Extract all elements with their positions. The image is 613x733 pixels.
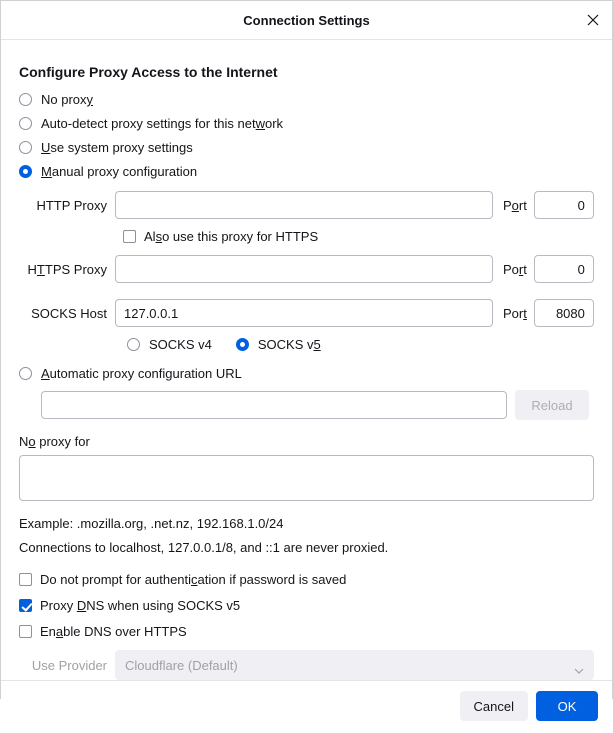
checkbox-no-auth-prompt[interactable] — [19, 572, 594, 587]
radio-indicator — [19, 117, 32, 130]
radio-indicator — [127, 338, 140, 351]
dialog-content — [1, 40, 612, 680]
radio-indicator — [19, 367, 32, 380]
https-proxy-input[interactable] — [115, 255, 493, 283]
checkbox-label: Enable DNS over HTTPS — [40, 624, 187, 639]
radio-socks-v4[interactable] — [127, 337, 212, 352]
reload-button[interactable]: Reload — [515, 390, 589, 420]
checkbox-label: Proxy DNS when using SOCKS v5 — [40, 598, 241, 613]
cancel-button[interactable]: Cancel — [460, 691, 528, 721]
checkbox-enable-doh[interactable] — [19, 624, 594, 639]
radio-label: Auto-detect proxy settings for this network — [41, 116, 284, 131]
chevron-down-icon — [574, 662, 584, 677]
dialog-footer — [1, 680, 612, 733]
checkbox-indicator — [19, 573, 32, 586]
close-icon[interactable] — [582, 9, 604, 31]
radio-no-proxy[interactable] — [19, 92, 594, 107]
checkbox-indicator — [19, 625, 32, 638]
radio-indicator — [19, 141, 32, 154]
http-port-input[interactable] — [534, 191, 594, 219]
checkbox-proxy-dns-socks5[interactable] — [19, 598, 594, 613]
no-proxy-textarea[interactable] — [19, 455, 594, 501]
radio-socks-v5[interactable] — [236, 337, 321, 352]
doh-provider-row — [19, 650, 594, 680]
https-port-input[interactable] — [534, 255, 594, 283]
no-proxy-example: Example: .mozilla.org, .net.nz, 192.168.1.0/24 — [19, 516, 284, 531]
socks-version-group — [127, 337, 594, 352]
radio-indicator — [19, 165, 32, 178]
radio-label: Manual proxy configuration — [41, 164, 198, 179]
radio-label: SOCKS v5 — [257, 337, 321, 352]
doh-provider-label: Use Provider — [31, 657, 107, 673]
radio-label: SOCKS v4 — [149, 337, 212, 352]
radio-system-proxy[interactable] — [19, 140, 594, 155]
section-heading: Configure Proxy Access to the Internet — [19, 64, 278, 80]
dialog-titlebar — [1, 1, 612, 40]
radio-label: No proxy — [41, 92, 94, 107]
options-group — [19, 572, 594, 639]
no-proxy-label: No proxy for — [19, 434, 90, 449]
radio-manual-proxy[interactable] — [19, 164, 594, 179]
socks-port-label: Port — [503, 305, 527, 321]
dialog-title: Connection Settings — [243, 12, 370, 28]
checkbox-indicator — [19, 599, 32, 612]
socks-host-row — [19, 299, 594, 327]
radio-automatic-pac-url[interactable] — [19, 366, 594, 381]
radio-indicator — [19, 93, 32, 106]
socks-host-label: SOCKS Host — [31, 305, 107, 321]
checkbox-indicator — [123, 230, 136, 243]
http-port-label: Port — [503, 197, 527, 213]
https-port-label: Port — [503, 261, 527, 277]
checkbox-label: Also use this proxy for HTTPS — [144, 229, 319, 244]
pac-url-row — [41, 390, 594, 420]
socks-port-input[interactable] — [534, 299, 594, 327]
doh-provider-select[interactable] — [115, 650, 594, 680]
radio-label: Automatic proxy configuration URL — [41, 366, 242, 381]
radio-auto-detect-proxy[interactable] — [19, 116, 594, 131]
pac-url-input[interactable] — [41, 391, 507, 419]
no-proxy-note: Connections to localhost, 127.0.0.1/8, and ::1 are never proxied. — [19, 540, 389, 555]
checkbox-also-use-for-https[interactable] — [123, 229, 594, 244]
ok-button[interactable]: OK — [536, 691, 598, 721]
socks-host-input[interactable] — [115, 299, 493, 327]
http-proxy-input[interactable] — [115, 191, 493, 219]
http-proxy-label: HTTP Proxy — [36, 197, 107, 213]
https-proxy-row — [19, 255, 594, 283]
doh-provider-value: Cloudflare (Default) — [125, 657, 238, 673]
http-proxy-row — [19, 191, 594, 219]
https-proxy-label: HTTPS Proxy — [27, 261, 107, 277]
radio-label: Use system proxy settings — [41, 140, 193, 155]
radio-indicator — [236, 338, 249, 351]
checkbox-label: Do not prompt for authentication if password is saved — [40, 572, 347, 587]
